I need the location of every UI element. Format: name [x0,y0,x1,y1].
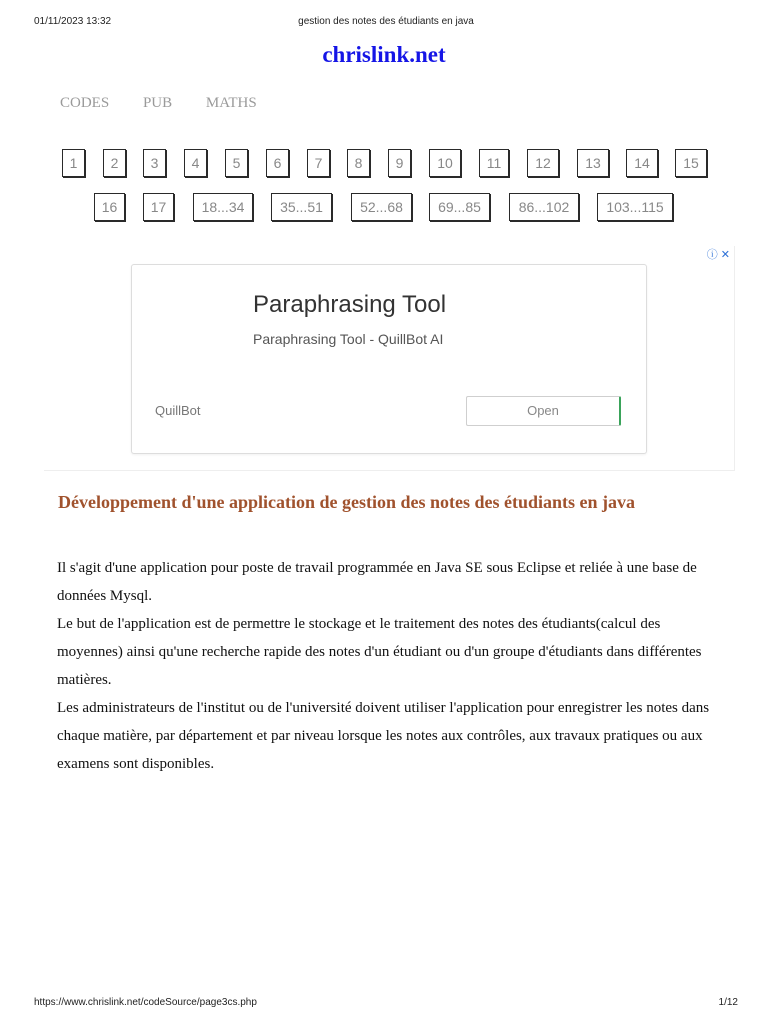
page-button[interactable]: 6 [266,149,289,177]
ad-open-button[interactable]: Open [466,396,621,426]
print-footer [34,997,738,1011]
page-button[interactable]: 9 [388,149,411,177]
print-doc-title: gestion des notes des étudiants en java [298,16,474,27]
article-paragraph: Le but de l'application est de permettre le stockage et le traitement des notes des étudiants(calcul des moyennes) ainsi qu'une recherche rapide des notes d'un étudiant ou d'un groupe d'étudiants dans différentes matières. [57,616,702,688]
article-paragraph: Les administrateurs de l'institut ou de l'université doivent utiliser l'application pour enregistrer les notes dans chaque matière, par département et par niveau lorsque les notes aux contrôles, aux travaux pratiques ou aux examens sont disponibles. [57,700,710,772]
print-page-number: 1/12 [718,997,738,1008]
nav-link-codes[interactable]: CODES [60,95,110,111]
top-nav [60,95,287,112]
print-header [34,16,738,30]
ad-title[interactable]: Paraphrasing Tool [253,291,447,318]
page-button[interactable]: 8 [347,149,370,177]
page-button[interactable]: 52...68 [351,193,412,221]
article-paragraph: Il s'agit d'une application pour poste de travail programmée en Java SE sous Eclipse et reliée à une base de données Mysql. [57,560,697,604]
nav-link-pub[interactable]: PUB [142,95,173,111]
nav-link-maths[interactable]: MATHS [205,95,257,111]
print-url: https://www.chrislink.net/codeSource/page3cs.php [34,997,257,1008]
page-button[interactable]: 14 [626,149,658,177]
page-button[interactable]: 2 [103,149,126,177]
page-button[interactable]: 12 [527,149,559,177]
page-button[interactable]: 10 [429,149,461,177]
page-button[interactable]: 103...115 [597,193,673,221]
page-button[interactable]: 5 [225,149,248,177]
page-button[interactable]: 17 [143,193,174,221]
article-body [57,554,717,778]
site-title[interactable]: chrislink.net [322,42,446,67]
page-button[interactable]: 15 [675,149,707,177]
page-button[interactable]: 16 [94,193,125,221]
page-button[interactable]: 18...34 [193,193,253,221]
page-button[interactable]: 86...102 [509,193,579,221]
page-button[interactable]: 69...85 [429,193,490,221]
page-button[interactable]: 35...51 [271,193,332,221]
ad-choices-icon[interactable]: ⓘ ✕ [706,249,730,261]
page-button[interactable]: 11 [479,149,509,177]
page-button[interactable]: 1 [62,149,85,177]
article-title: Développement d'une application de gestion des notes des étudiants en java [58,492,636,512]
ad-subtitle: Paraphrasing Tool - QuillBot AI [253,331,444,347]
page-button[interactable]: 13 [577,149,609,177]
page-button[interactable]: 4 [184,149,207,177]
page-button[interactable]: 7 [307,149,330,177]
print-datetime: 01/11/2023 13:32 [34,16,112,27]
ad-brand: QuillBot [155,403,201,418]
page-button[interactable]: 3 [143,149,166,177]
